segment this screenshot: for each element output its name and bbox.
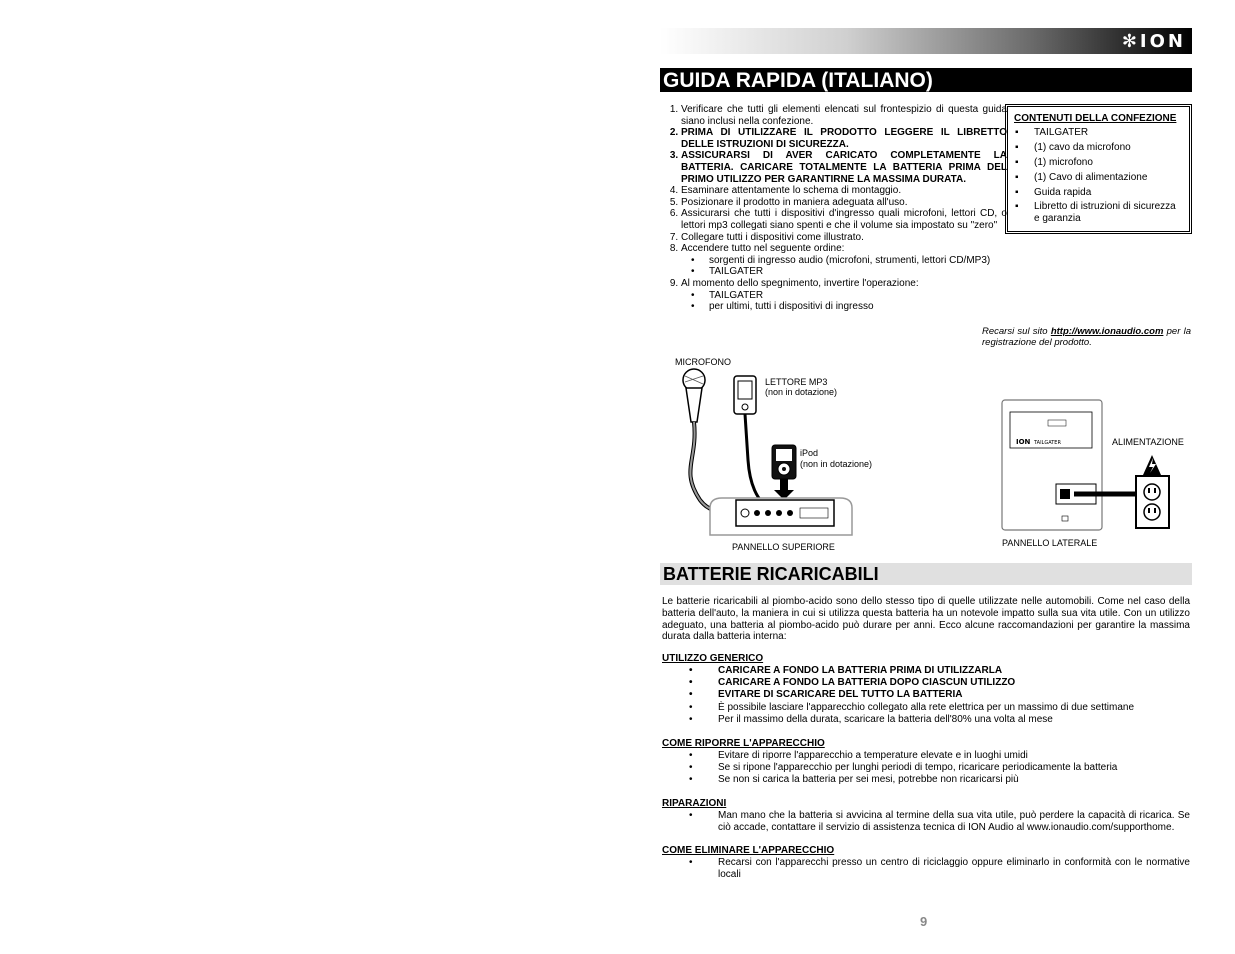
recommendation-item: • Se si ripone l'apparecchio per lunghi periodi di tempo, ricaricare periodicamente la batteria [662,762,1190,774]
step-text: Esaminare attentamente lo schema di montaggio. [681,185,902,197]
package-item: ▪ Libretto di istruzioni di sicurezza e garanzia [1014,201,1183,224]
register-prefix: Recarsi sul sito [982,326,1051,337]
step-item [681,185,1007,197]
package-item: ▪ (1) Cavo di alimentazione [1014,172,1183,184]
warning-icon [1143,455,1161,475]
subsection-storage [662,738,1190,787]
label-power: ALIMENTAZIONE [1112,437,1184,447]
recommendation-item: • Man mano che la batteria si avvicina al termine della sua vita utile, può perdere la capacità di ricarica. Se ciò accade, contattare il servizio di assistenza tecnica di ION Audio al www.ionaudio.com/supporthome. [662,810,1190,834]
device-name-text: TAILGATER [1034,440,1061,446]
recommendation-item: • Evitare di riporre l'apparecchio a temperature elevate e in luoghi umidi [662,750,1190,762]
logo-text: ION [1139,31,1186,52]
recommendation-item: • È possibile lasciare l'apparecchio collegato alla rete elettrica per un massimo di due settimane [662,702,1190,714]
ion-logo: ✻ION [1121,31,1186,52]
step-sublist [681,255,1007,278]
package-contents-box [1005,104,1192,234]
step-item [681,150,1007,185]
ipod-icon [772,445,796,479]
subsection-list [662,665,1190,726]
step-text: Posizionare il prodotto in maniera adeguata all'uso. [681,196,908,208]
subsection-list [662,750,1190,787]
subsection-heading: COME RIPORRE L'APPARECCHIO [662,738,825,749]
package-contents-list [1014,127,1183,225]
step-item [681,232,1007,244]
step-item [681,104,1007,127]
page-number: 9 [920,914,928,929]
recommendation-item: • EVITARE DI SCARICARE DEL TUTTO LA BATTERIA [662,689,1190,701]
step-subitem: • TAILGATER [709,266,1007,278]
step-subitem: • TAILGATER [709,290,1007,302]
instruction-steps [662,104,1007,313]
label-ipod-note: (non in dotazione) [800,459,873,469]
side-panel-device [1002,400,1102,530]
step-text: Verificare che tutti gli elementi elencati sul frontespizio di questa guida siano inclusi nella confezione. [681,104,1007,127]
label-top-panel: PANNELLO SUPERIORE [732,542,835,552]
subsection-general-use [662,653,1190,726]
connection-diagram [660,350,1192,560]
microphone-icon [683,369,705,422]
subsection-disposal [662,845,1190,881]
step-item [681,197,1007,209]
package-item: ▪ (1) cavo da microfono [1014,142,1183,154]
package-item: ▪ TAILGATER [1014,127,1183,139]
step-item [681,278,1007,313]
label-mp3: LETTORE MP3 [765,377,828,387]
register-suffix: per la registrazione del prodotto. [982,326,1191,348]
power-outlet-icon [1136,476,1169,528]
device-brand-text: ION [1016,438,1031,446]
label-side-panel: PANNELLO LATERALE [1002,538,1098,548]
top-panel-device [710,498,852,535]
subsection-list [662,810,1190,834]
subsection-list [662,857,1190,881]
step-subitem: • per ultimi, tutti i dispositivi di ingresso [709,301,1007,313]
step-text: Assicurarsi che tutti i dispositivi d'ingresso quali microfoni, lettori CD, o lettori mp3 collegati siano spenti e che il volume sia impostato su "zero" [681,208,1007,231]
page-title: GUIDA RAPIDA (ITALIANO) [660,68,1192,92]
step-text: ASSICURARSI DI AVER CARICATO COMPLETAMENTE LA BATTERIA. CARICARE TOTALMENTE LA BATTERIA PRIMA DEL PRIMO UTILIZZO PER GARANTIRNE LA MASSIMA DURATA. [681,150,1007,185]
step-text: Accendere tutto nel seguente ordine: [681,243,845,255]
subsection-heading: UTILIZZO GENERICO [662,653,764,664]
step-text: Al momento dello spegnimento, invertire l'operazione: [681,277,919,289]
step-subitem: • sorgenti di ingresso audio (microfoni, strumenti, lettori CD/MP3) [709,255,1007,267]
subsection-repairs [662,798,1190,834]
registration-note [982,326,1191,348]
label-ipod: iPod [800,448,819,458]
recommendation-item: • CARICARE A FONDO LA BATTERIA DOPO CIASCUN UTILIZZO [662,677,1190,689]
step-text: PRIMA DI UTILIZZARE IL PRODOTTO LEGGERE IL LIBRETTO DELLE ISTRUZIONI DI SICUREZZA. [681,127,1007,150]
batteries-section-title: BATTERIE RICARICABILI [660,563,1192,585]
step-text: Collegare tutti i dispositivi come illustrato. [681,231,864,243]
package-item: ▪ Guida rapida [1014,187,1183,199]
step-item [681,127,1007,150]
mp3-player-icon [734,376,756,414]
step-item [681,243,1007,278]
step-item [681,208,1007,231]
package-item: ▪ (1) microfono [1014,157,1183,169]
recommendation-item: • CARICARE A FONDO LA BATTERIA PRIMA DI UTILIZZARLA [662,665,1190,677]
recommendation-item: • Recarsi con l'apparecchi presso un centro di riciclaggio oppure eliminarlo in conformità con le normative locali [662,857,1190,881]
label-microfono: MICROFONO [675,357,731,367]
batteries-intro: Le batterie ricaricabili al piombo-acido sono dello stesso tipo di quelle utilizzate nelle automobili. Come nel caso della batteria dell'auto, la maniera in cui si utilizza questa batteria ha un notevole impatto sulla sua vita utile. Con un utilizzo adeguato, una batteria al piombo-acido può durare per anni. Ecco alcune raccomandazioni per garantire la massima durata dalla batteria interna: [662,596,1190,643]
package-contents-heading: CONTENUTI DELLA CONFEZIONE [1014,113,1177,124]
subsection-heading: COME ELIMINARE L'APPARECCHIO [662,845,835,856]
diagram-drawing [660,350,1192,560]
label-mp3-note: (non in dotazione) [765,387,838,397]
header-gradient-bar [660,28,1192,54]
recommendation-item: • Se non si carica la batteria per sei mesi, potrebbe non ricaricarsi più [662,774,1190,786]
step-sublist [681,290,1007,313]
subsection-heading: RIPARAZIONI [662,798,727,809]
recommendation-item: • Per il massimo della durata, scaricare la batteria dell'80% una volta al mese [662,714,1190,726]
ionaudio-link[interactable]: http://www.ionaudio.com [1050,326,1164,337]
